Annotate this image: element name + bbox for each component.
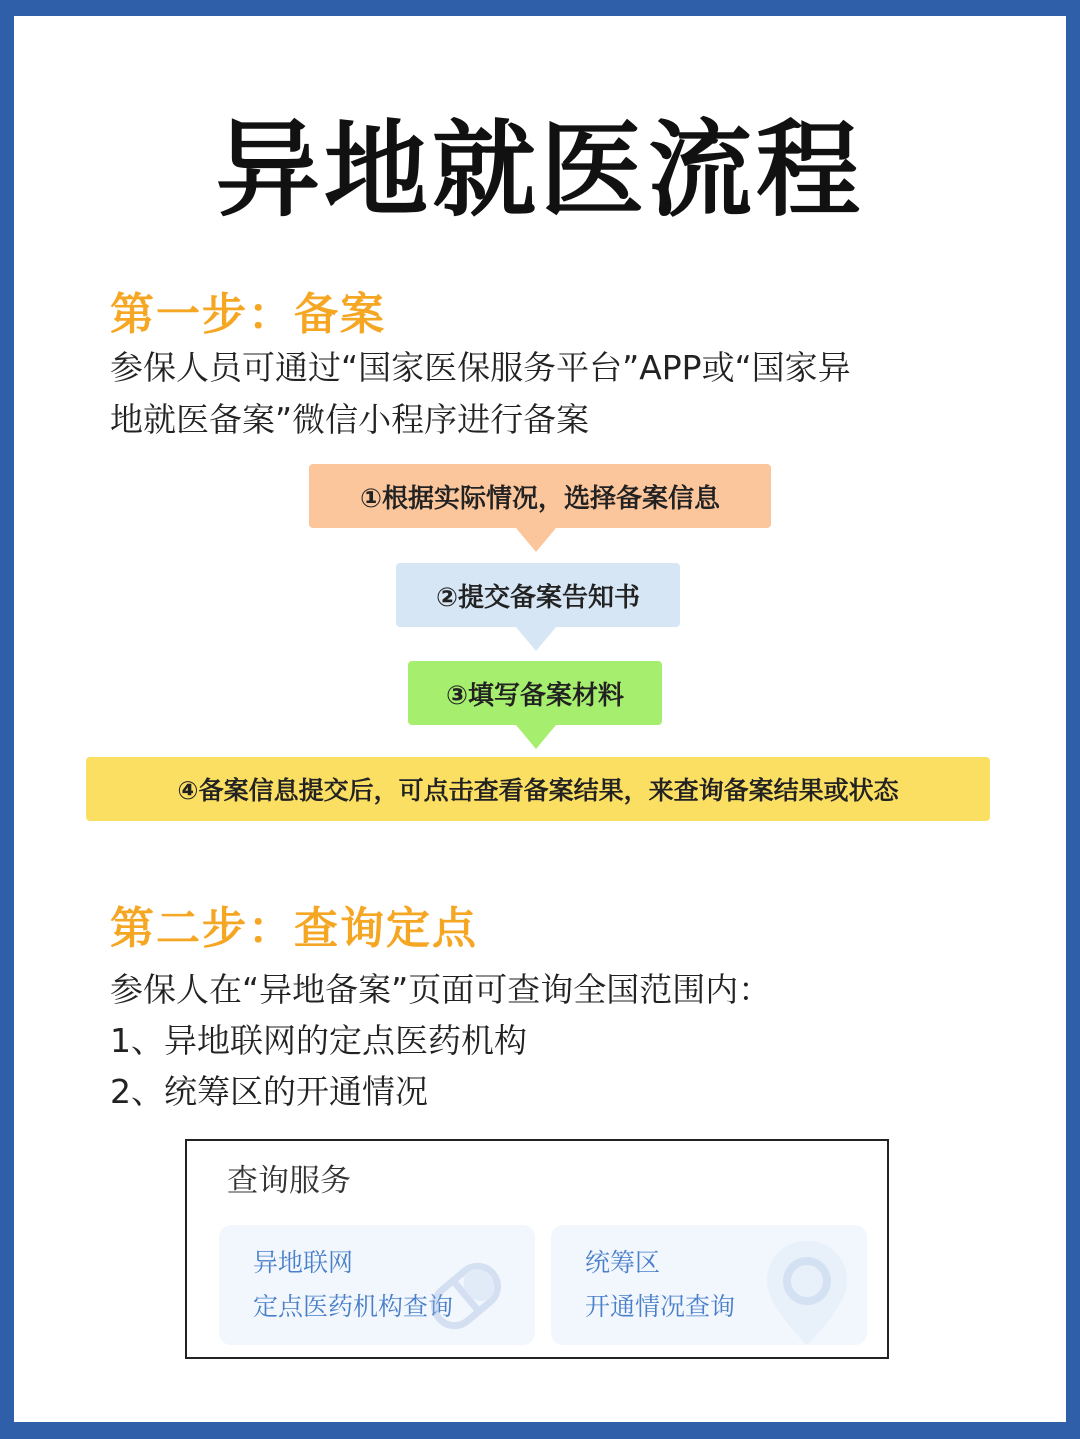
step2-heading: 第二步：查询定点 [110, 903, 478, 954]
step2-description-line3: 2、统筹区的开通情况 [110, 1072, 428, 1111]
pooling-area-query-tile[interactable] [551, 1225, 867, 1345]
step2-description-line1: 参保人在“异地备案”页面可查询全国范围内： [110, 970, 772, 1009]
location-pin-icon [757, 1233, 857, 1345]
flow-step-2: ②提交备案告知书 [396, 563, 680, 627]
tile-line1: 异地联网 [253, 1248, 354, 1277]
step1-description-line2: 地就医备案”微信小程序进行备案 [110, 400, 590, 439]
step1-description-line1: 参保人员可通过“国家医保服务平台”APP或“国家异 [110, 348, 851, 387]
remote-network-query-tile[interactable] [219, 1225, 535, 1345]
pill-icon [411, 1241, 521, 1345]
flow-arrow-3 [516, 725, 556, 749]
tile-line2: 定点医药机构查询 [253, 1292, 454, 1321]
flow-arrow-2 [516, 627, 556, 651]
tile-line2: 开通情况查询 [585, 1292, 736, 1321]
flow-step-4: ④备案信息提交后，可点击查看备案结果，来查询备案结果或状态 [86, 757, 990, 821]
query-service-title: 查询服务 [227, 1163, 351, 1199]
page [14, 16, 1066, 1422]
flow-step-3: ③填写备案材料 [408, 661, 662, 725]
step1-heading: 第一步：备案 [110, 289, 386, 340]
flow-step-1: ①根据实际情况，选择备案信息 [309, 464, 771, 528]
query-service-card [185, 1139, 889, 1359]
page-title: 异地就医流程 [215, 108, 864, 231]
flow-arrow-1 [516, 528, 556, 552]
step2-description-line2: 1、异地联网的定点医药机构 [110, 1021, 527, 1060]
tile-line1: 统筹区 [585, 1248, 661, 1277]
